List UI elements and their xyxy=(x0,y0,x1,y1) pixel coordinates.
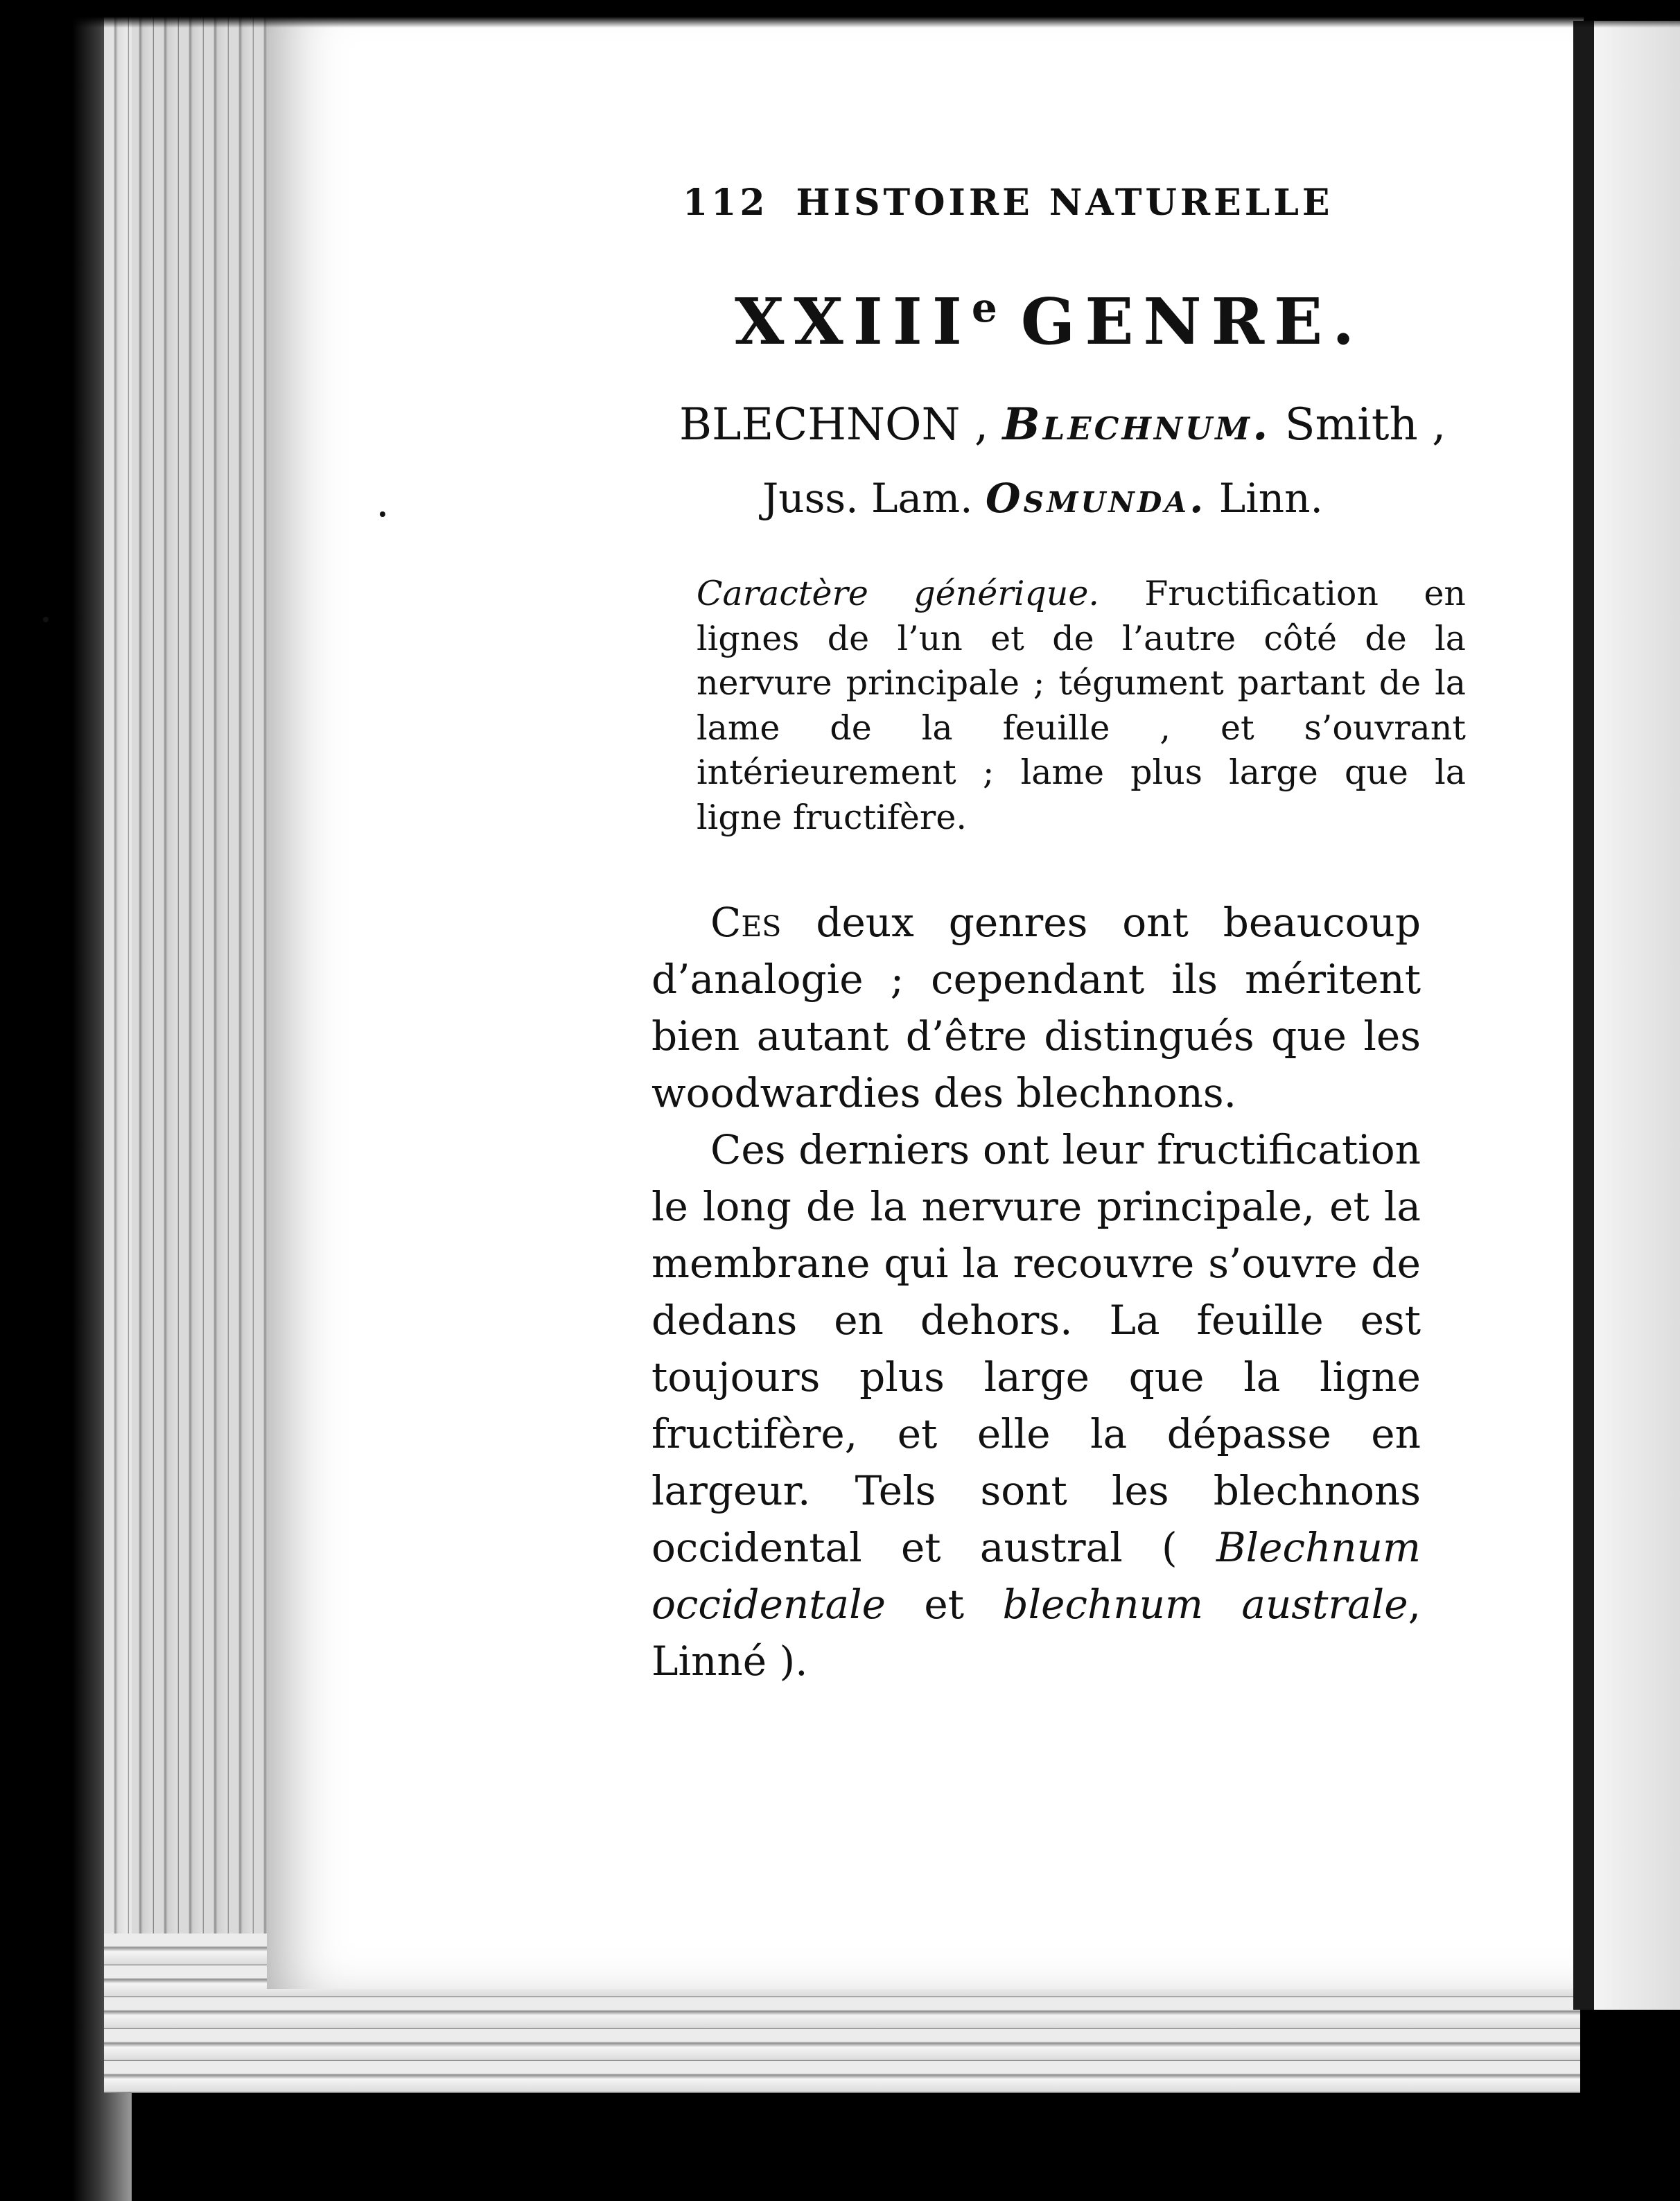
latin-name: Blechnum. xyxy=(1002,398,1271,450)
species-name: Blechnum occidentale xyxy=(651,1524,1421,1628)
genus-heading xyxy=(735,284,1364,359)
synonym-authority: Linn. xyxy=(1218,475,1323,522)
french-name: BLECHNON , xyxy=(679,399,989,450)
generic-character-text: Fructification en lignes de l’un et de l’autre côté de la nervure principale ; tégument partant de la lame de la feuille , et s’ouvrant intérieurement ; lame plus large que la ligne fructifère. xyxy=(697,574,1466,837)
taxon-line-1 xyxy=(679,398,1446,450)
body-text xyxy=(651,894,1421,1690)
paragraph-first-word: Ces xyxy=(710,899,782,946)
taxon-line-2 xyxy=(762,475,1323,522)
genre-word: GENRE. xyxy=(1020,284,1365,359)
paragraph-text: Ces derniers ont leur fructification le long de la nervure principale, et la membrane qui la recouvre s’ouvre de dedans en dehors. La feuille est toujours plus large que la ligne fructifère, et elle la dépasse en largeur. Tels sont les blechnons occidental et austral ( xyxy=(651,1126,1421,1571)
citation: , Linné ). xyxy=(651,1581,1421,1685)
authorities: Juss. Lam. xyxy=(762,475,973,522)
genus-numeral: XXIII xyxy=(735,284,972,359)
ordinal-suffix: e xyxy=(971,284,997,332)
generic-character xyxy=(697,572,1466,840)
running-head xyxy=(683,182,1333,224)
paragraph-text: deux genres ont beaucoup d’analogie ; cependant ils méritent bien autant d’être distingués que les woodwardies des blechnons. xyxy=(651,899,1421,1116)
paragraph xyxy=(651,1121,1421,1690)
species-name: blechnum australe xyxy=(1002,1581,1408,1628)
paragraph xyxy=(651,894,1421,1121)
page-number: 112 xyxy=(683,182,769,224)
generic-character-label: Caractère générique. xyxy=(697,574,1099,613)
synonym-latin-name: Osmunda. xyxy=(985,475,1207,522)
authority: Smith , xyxy=(1284,399,1446,450)
conjunction: et xyxy=(924,1581,965,1628)
running-title: HISTOIRE NATURELLE xyxy=(796,182,1333,224)
